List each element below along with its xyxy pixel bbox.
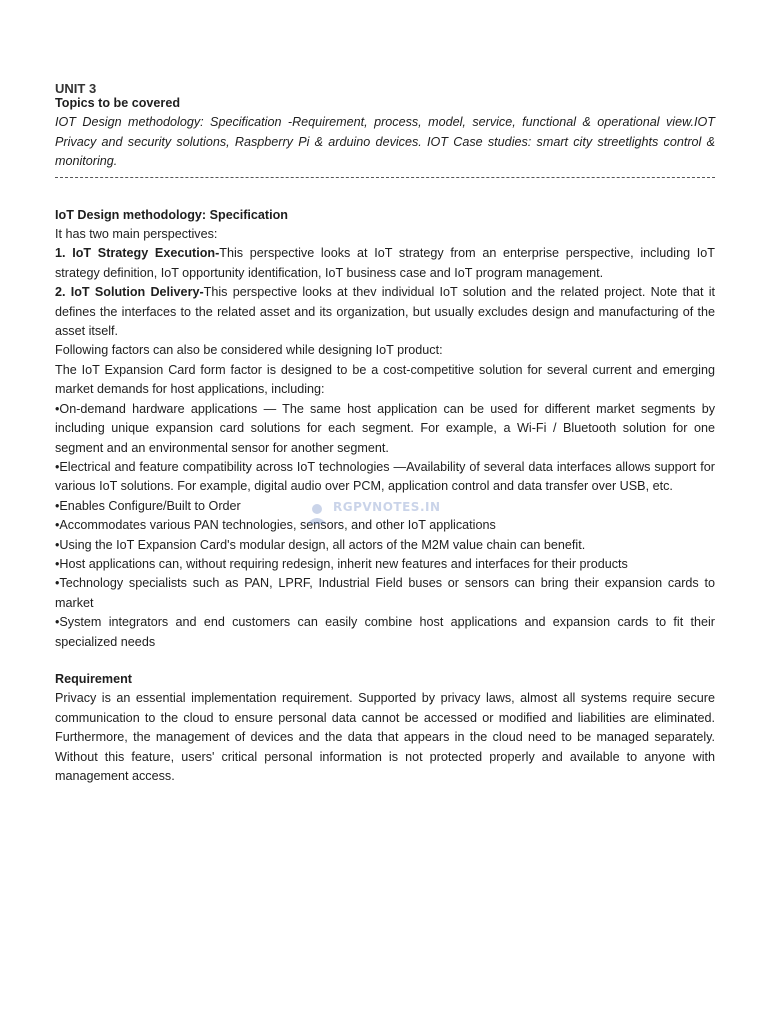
perspective-2-text: This perspective looks at thev individual IoT solution and the related project. Note that it defines the interfaces to the related asset and its organization, but usually excludes design and manufacturing of the asset itself.: [55, 285, 716, 339]
watermark-text: RGPVNOTES.IN: [333, 500, 441, 514]
perspective-2-title: 2. IoT Solution Delivery-: [55, 285, 204, 300]
document-page: [55, 94, 715, 786]
bullet-item: •Accommodates various PAN technologies, sensors, and other IoT applications: [55, 518, 496, 533]
bullet-item: •On-demand hardware applications — The same host application can be used for different market segments by including unique expansion card solutions for each segment. For example, a Wi-Fi / Bluetooth solution for one segment and an environmental sensor for another segment.: [55, 401, 715, 455]
perspective-1-paragraph: [55, 244, 715, 283]
bullet-item: •Using the IoT Expansion Card's modular design, all actors of the M2M value chain can benefit.: [55, 537, 586, 552]
expansion-card-text: The IoT Expansion Card form factor is designed to be a cost-competitive solution for several current and emerging market demands for host applications, including:: [55, 362, 715, 397]
specification-intro: It has two main perspectives:: [55, 227, 218, 242]
specification-heading: IoT Design methodology: Specification: [55, 207, 288, 222]
topics-heading: Topics to be covered: [55, 96, 181, 110]
requirement-text: Privacy is an essential implementation requirement. Supported by privacy laws, almost all systems require secure communication to the cloud to ensure personal data cannot be accessed or modified and liabilities are eliminated. Furthermore, the management of devices and the data that appears in the cloud need to be managed separately. Without this feature, users' critical personal information is not protected properly and available to anyone with management access.: [55, 691, 715, 783]
perspective-1-title: 1. IoT Strategy Execution-: [55, 246, 220, 261]
topics-text: IOT Design methodology: Specification -Requirement, process, model, service, functional & operational view.IOT Privacy and security solutions, Raspberry Pi & arduino devices. IOT Case studies: smart city streetlights control & monitoring.: [55, 115, 715, 169]
perspective-2-paragraph: [55, 283, 715, 341]
bullet-item: •Enables Configure/Built to Order: [55, 498, 241, 513]
cut-off-unit-header: UNIT 3: [55, 81, 97, 96]
bullet-item: •Electrical and feature compatibility across IoT technologies —Availability of several data interfaces allows support for various IoT solutions. For example, digital audio over PCM, application control and data transfer over USB, etc.: [55, 459, 715, 494]
bullet-item: •System integrators and end customers can easily combine host applications and expansion cards to fit their specialized needs: [55, 615, 715, 649]
bullet-item: •Technology specialists such as PAN, LPRF, Industrial Field buses or sensors can bring their expansion cards to market: [55, 576, 715, 610]
perspective-1-text: This perspective looks at IoT strategy from an enterprise perspective, including IoT strategy definition, IoT opportunity identification, IoT business case and IoT program management.: [55, 246, 715, 280]
bullet-item: •Host applications can, without requiring redesign, inherit new features and interfaces for their products: [55, 556, 628, 571]
factors-text: Following factors can also be considered while designing IoT product:: [55, 343, 443, 358]
requirement-heading: Requirement: [55, 671, 132, 686]
